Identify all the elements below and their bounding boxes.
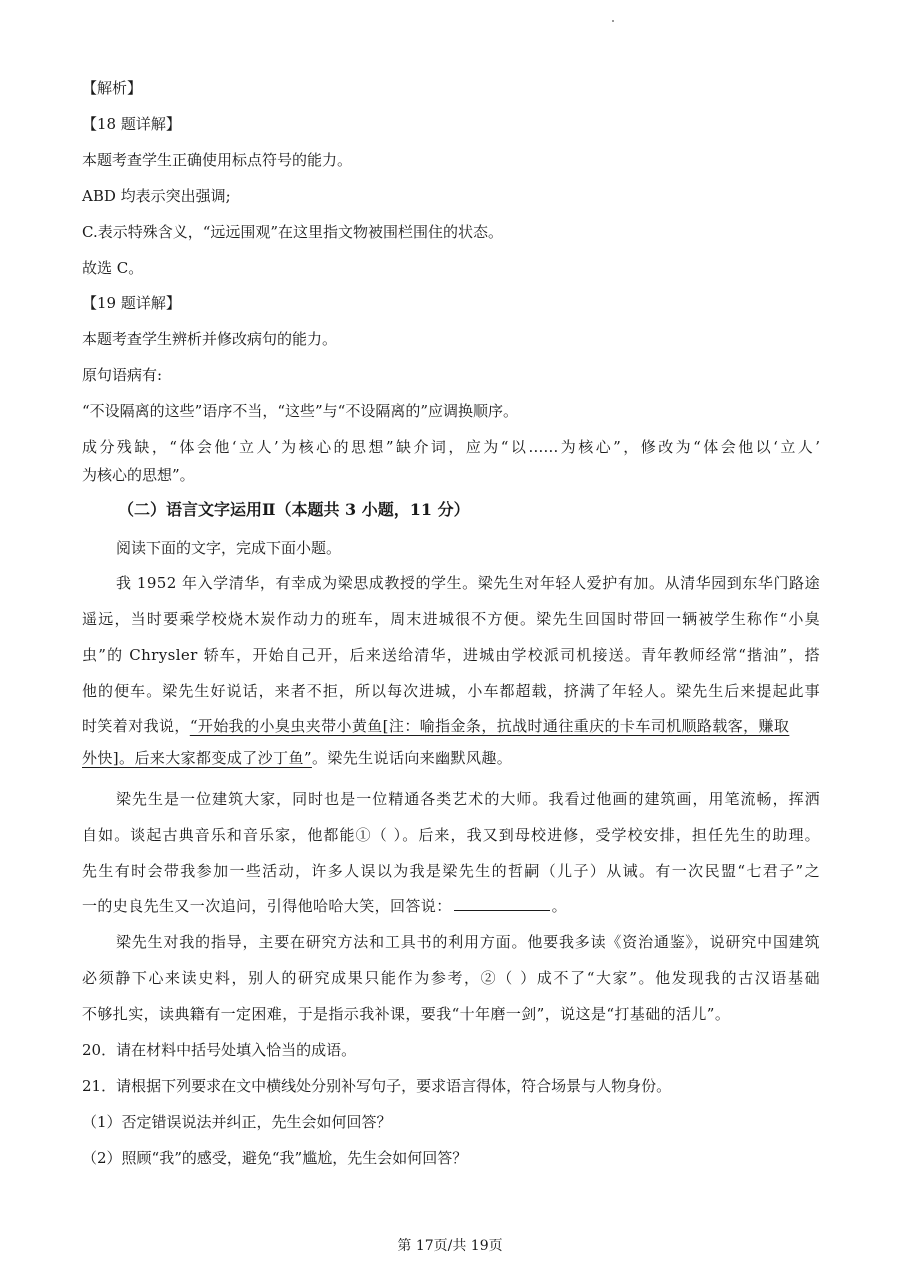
passage-text: 。 — [551, 897, 568, 915]
page-number: 第 17页/共 19页 — [397, 1238, 503, 1254]
passage-p1-line1: 我 1952 年入学清华，有幸成为梁思成教授的学生。梁先生对年轻人爱护有加。从清华园到东华门路途 — [116, 574, 820, 592]
question-21: 21．请根据下列要求在文中横线处分别补写句子，要求语言得体，符合场景与人物身份。 — [82, 1077, 672, 1095]
q19-errors-label: 原句语病有: — [82, 366, 163, 384]
answer-blank[interactable] — [454, 896, 550, 911]
passage-p1-line3: 虫”的 Chrysler 轿车，开始自己开，后来送给清华，进城由学校派司机接送。青年教师经常“揩油”，搭 — [82, 646, 820, 664]
underlined-quote-cont: 外快]。后来大家都变成了沙丁鱼” — [82, 749, 312, 767]
passage-p1-line5 — [82, 716, 789, 736]
q18-abd-note: ABD 均表示突出强调; — [82, 187, 231, 205]
passage-p3-line1: 梁先生对我的指导，主要在研究方法和工具书的利用方面。他要我多读《资治通鉴》，说研究中国建筑 — [116, 933, 820, 951]
passage-p2-line2: 自如。谈起古典音乐和音乐家，他都能①（ ）。后来，我又到母校进修，受学校安排，担任先生的助理。 — [82, 826, 820, 844]
q18-answer: 故选 C。 — [82, 259, 144, 277]
passage-p2-line4 — [82, 896, 567, 916]
q19-error-2: 成分残缺，“体会他‘立人’为核心的思想”缺介词，应为“以……为核心”，修改为“体会他以‘立人’ — [82, 438, 820, 456]
underlined-quote: “开始我的小臭虫夹带小黄鱼[注：喻指金条，抗战时通往重庆的卡车司机顺路载客，赚取 — [189, 717, 790, 735]
question-21-part-2: （2）照顾“我”的感受，避免“我”尴尬，先生会如何回答？ — [82, 1149, 468, 1167]
q19-error-2-cont: 为核心的思想”。 — [82, 466, 195, 484]
passage-p2-line1: 梁先生是一位建筑大家，同时也是一位精通各类艺术的大师。我看过他画的建筑画，用笔流畅，挥洒 — [116, 790, 820, 808]
analysis-label: 【解析】 — [82, 79, 143, 97]
passage-text: 一的史良先生又一次追问，引得他哈哈大笑，回答说： — [82, 897, 452, 915]
question-20: 20．请在材料中括号处填入恰当的成语。 — [82, 1041, 357, 1059]
passage-p3-line3: 不够扎实，读典籍有一定困难，于是指示我补课，要我“十年磨一剑”，说这是“打基础的活儿”。 — [82, 1005, 731, 1023]
passage-p3-line2: 必须静下心来读史料，别人的研究成果只能作为参考，②（ ）成不了“大家”。他发现我的古汉语基础 — [82, 969, 820, 987]
section-heading: （二）语言文字运用Ⅱ（本题共 3 小题，11 分） — [118, 500, 470, 519]
passage-p1-line2: 遥远，当时要乘学校烧木炭作动力的班车，周末进城很不方便。梁先生回国时带回一辆被学生称作“小臭 — [82, 610, 820, 628]
passage-p2-line3: 先生有时会带我参加一些活动，许多人误以为我是梁先生的哲嗣（儿子）从诫。有一次民盟“七君子”之 — [82, 862, 820, 880]
passage-text: 时笑着对我说， — [82, 717, 190, 735]
q18-detail-label: 【18 题详解】 — [82, 115, 181, 133]
q19-error-1: “不设隔离的这些”语序不当，“这些”与“不设隔离的”应调换顺序。 — [82, 402, 519, 420]
reading-instruction: 阅读下面的文字，完成下面小题。 — [116, 539, 342, 557]
passage-text: 。梁先生说话向来幽默风趣。 — [311, 749, 513, 767]
passage-p1-line4: 他的便车。梁先生好说话，来者不拒，所以每次进城，小车都超载，挤满了年轻人。梁先生后来提起此事 — [82, 682, 820, 700]
question-21-part-1: （1）否定错误说法并纠正，先生会如何回答？ — [82, 1113, 392, 1131]
q19-detail-label: 【19 题详解】 — [82, 294, 181, 312]
q19-explanation: 本题考查学生辨析并修改病句的能力。 — [82, 330, 338, 348]
q18-c-note: C.表示特殊含义，“远远围观”在这里指文物被围栏围住的状态。 — [82, 223, 504, 241]
q18-explanation: 本题考查学生正确使用标点符号的能力。 — [82, 151, 353, 169]
scan-speck — [612, 20, 614, 22]
passage-p1-line6 — [82, 748, 512, 768]
